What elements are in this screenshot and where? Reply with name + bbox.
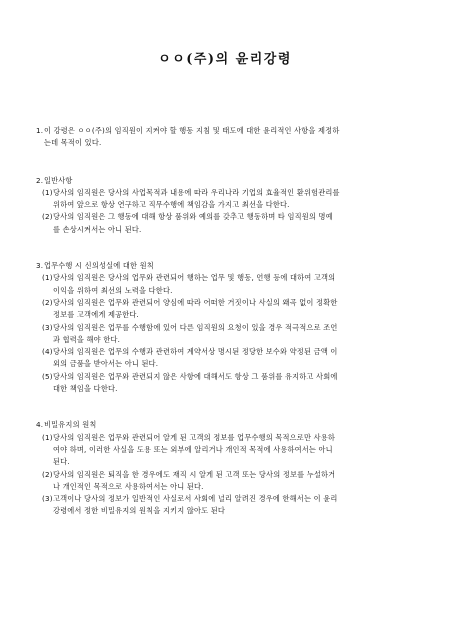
item-text [53, 272, 414, 297]
item-text [53, 211, 414, 236]
section-number: 2. [36, 175, 44, 185]
section-1 [36, 125, 414, 150]
item-line: 여야 하며, 이러한 사실을 도용 또는 외부에 알리거나 개인적 목적에 사용하여서는 아니 [53, 444, 333, 454]
item-text [53, 187, 414, 212]
list-item [36, 432, 414, 469]
section-4 [36, 419, 414, 517]
item-line: 당사의 임직원은 퇴직을 한 경우에도 재직 시 알게 된 고객 또는 당사의 정보를 누설하거 [53, 469, 336, 479]
item-list [36, 272, 414, 395]
item-line: 대한 책임을 다한다. [53, 384, 118, 394]
item-number: (1) [42, 273, 53, 283]
item-number: (3) [42, 322, 53, 332]
section-number: 3. [36, 261, 44, 271]
list-item [36, 371, 414, 396]
list-item [36, 297, 414, 322]
item-line: 고객이나 당사의 정보가 일반적인 사실로서 사회에 널리 알려진 경우에 한해서는 이 윤리 [53, 494, 338, 504]
section-heading-line: 비밀유지의 원칙 [44, 420, 97, 430]
section-heading-line: 일반사항 [44, 175, 73, 185]
item-text [53, 322, 414, 347]
list-item [36, 469, 414, 494]
item-line: 된다. [53, 457, 70, 467]
section-heading [36, 175, 414, 187]
item-list [36, 432, 414, 518]
page-title: ㅇㅇ(주)의 윤리강령 [158, 52, 292, 67]
item-number: (1) [42, 187, 53, 197]
item-line: 정보를 고객에게 제공한다. [53, 310, 140, 320]
item-text [53, 493, 414, 518]
item-line: 위하여 앞으로 항상 연구하고 직무수행에 책임감을 가지고 최선을 다한다. [53, 200, 290, 210]
item-line: 당사의 임직원은 그 행동에 대해 항상 품위와 예의를 갖추고 행동하며 타 임직원의 명예 [53, 212, 333, 222]
item-number: (5) [42, 371, 53, 381]
section-number: 1. [36, 126, 44, 135]
item-line: 나 개인적인 목적으로 사용하여서는 아니 된다. [53, 481, 204, 491]
item-number: (2) [42, 297, 53, 307]
section-heading [36, 419, 414, 431]
list-item [36, 211, 414, 236]
section-heading-line: 업무수행 시 신의성실에 대한 원칙 [44, 261, 154, 271]
section-2 [36, 175, 414, 236]
section-heading-line: 는데 목적이 있다. [44, 138, 102, 148]
item-line: 당사의 임직원은 업무와 관련되어 알게 된 고객의 정보를 업무수행의 목적으로만 사용하 [53, 432, 336, 442]
item-text [53, 432, 414, 469]
document-body [36, 125, 414, 542]
item-list [36, 187, 414, 236]
item-line: 당사의 임직원은 당사의 업무와 관련되어 행하는 업무 및 행동, 언행 등에 대하여 고객의 [53, 273, 336, 283]
item-text [53, 469, 414, 494]
item-line: 당사의 임직원은 업무와 관련되지 않은 사항에 대해서도 항상 그 품위를 유지하고 사회에 [53, 371, 338, 381]
item-number: (2) [42, 469, 53, 479]
list-item [36, 493, 414, 518]
item-line: 를 손상시켜서는 아니 된다. [53, 224, 142, 234]
item-number: (1) [42, 432, 53, 442]
item-text [53, 297, 414, 322]
list-item [36, 187, 414, 212]
list-item [36, 346, 414, 371]
list-item [36, 272, 414, 297]
item-number: (4) [42, 347, 53, 357]
item-line: 강령에서 정한 비밀유지의 원칙을 지키지 않아도 된다 [53, 506, 226, 516]
section-heading-line: 이 강령은 ㅇㅇ(주)의 임직원이 지켜야 할 행동 지침 및 태도에 대한 윤리적인 사항을 제정하 [44, 126, 340, 135]
item-line: 과 협력을 해야 한다. [53, 334, 121, 344]
section-heading [36, 260, 414, 272]
list-item [36, 322, 414, 347]
item-text [53, 371, 414, 396]
item-line: 당사의 임직원은 업무와 관련되어 양심에 따라 어떠한 거짓이나 사실의 왜곡 없이 정확한 [53, 297, 338, 307]
section-3 [36, 260, 414, 395]
item-line: 당사의 임직원은 업무의 수행과 관련하여 계약서상 명시된 정당한 보수와 약정된 금액 이 [53, 347, 338, 357]
section-number: 4. [36, 420, 44, 430]
item-text [53, 346, 414, 371]
item-number: (2) [42, 212, 53, 222]
section-heading [36, 125, 414, 137]
item-number: (3) [42, 494, 53, 504]
item-line: 외의 금품을 받아서는 아니 된다. [53, 359, 159, 369]
item-line: 당사의 임직원은 당사의 사업목적과 내용에 따라 우리나라 기업의 효율적인 환위험관리를 [53, 187, 340, 197]
item-line: 이익을 위하여 최선의 노력을 다한다. [53, 285, 173, 295]
item-line: 당사의 임직원은 업무를 수행함에 있어 다른 임직원의 요청이 있을 경우 적극적으로 조언 [53, 322, 338, 332]
